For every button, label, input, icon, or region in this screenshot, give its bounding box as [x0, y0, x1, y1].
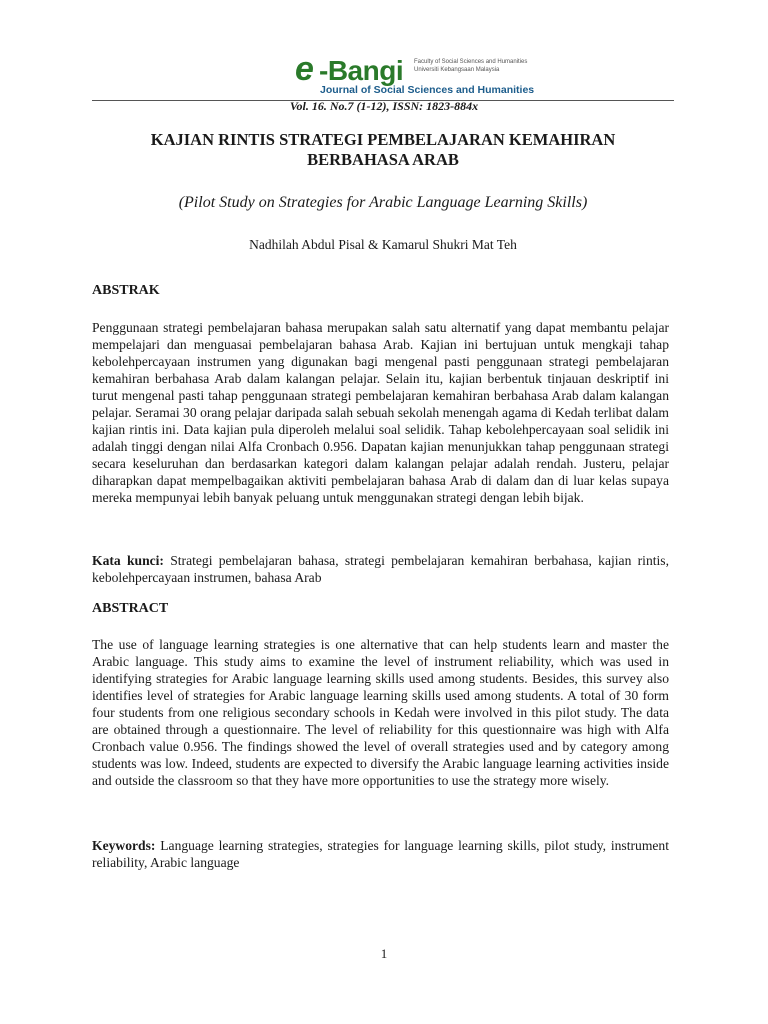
- paper-title-line1: KAJIAN RINTIS STRATEGI PEMBELAJARAN KEMAHIRAN: [150, 130, 616, 149]
- abstract-keywords-text: Language learning strategies, strategies for language learning skills, pilot study, instrument reliability, Arabic language: [92, 838, 669, 870]
- logo-e: e: [295, 50, 314, 88]
- abstract-keywords-label: Keywords:: [92, 838, 156, 853]
- abstrak-keywords-label: Kata kunci:: [92, 553, 164, 568]
- volume-line: Vol. 16. No.7 (1-12), ISSN: 1823-884x: [289, 99, 479, 113]
- paper-title: [92, 130, 674, 170]
- abstrak-keywords-text: Strategi pembelajaran bahasa, strategi pembelajaran kemahiran berbahasa, kajian rintis, kebolehpercayaan instrumen, bahasa Arab: [92, 553, 669, 585]
- page-number: 1: [380, 946, 388, 961]
- abstrak-heading: ABSTRAK: [92, 283, 160, 298]
- abstract-heading: ABSTRACT: [92, 601, 169, 616]
- logo-bangi: -Bangi: [319, 55, 404, 86]
- paper-title-line2: BERBAHASA ARAB: [307, 150, 459, 169]
- logo-faculty-text: Faculty of Social Sciences and Humanities Universiti Kebangsaan Malaysia: [414, 59, 528, 73]
- abstrak-keywords: [92, 552, 669, 586]
- abstract-keywords: [92, 837, 669, 871]
- abstrak-body: Penggunaan strategi pembelajaran bahasa merupakan salah satu alternatif yang dapat membantu pelajar mempelajari dan menguasai pembelajaran bahasa Arab. Kajian ini bertujuan untuk mengkaji tahap kebolehpercayaan instrumen yang digunakan bagi mengenal pasti penggunaan strategi pembelajaran kemahiran berbahasa Arab dalam kalangan pelajar. Selain itu, kajian berbentuk tinjauan deskriptif ini turut mengenal pasti tahap penggunaan strategi pembelajaran kemahiran berbahasa Arab dalam kalangan pelajar. Seramai 30 orang pelajar daripada salah sebuah sekolah menengah agama di Kedah terlibat dalam kajian rintis ini. Data kajian pula diperoleh melalui soal selidik. Tahap kebolehpercayaan soal selidik ini adalah tinggi dengan nilai Alfa Cronbach 0.956. Dapatan kajian menunjukkan tahap penggunaan strategi secara keseluruhan dan berdasarkan kategori dalam kalangan pelajar adalah rendah. Justeru, pelajar diharapkan dapat mempelbagaikan aktiviti pembelajaran bahasa Arab di dalam dan di luar kelas supaya mereka mempunyai lebih banyak peluang untuk menggunakan strategi dengan lebih bijak.: [92, 320, 669, 505]
- logo-journal-name: Journal of Social Sciences and Humanities: [320, 84, 535, 96]
- paper-subtitle: (Pilot Study on Strategies for Arabic Language Learning Skills): [178, 194, 588, 211]
- abstract-body: The use of language learning strategies is one alternative that can help students learn and master the Arabic language. This study aims to examine the level of instrument reliability, which was used in identifying strategies for Arabic language learning skills used among students. Besides, this survey also identifies level of strategies for Arabic language learning skills used among students. A total of 30 form four students from one religious secondary schools in Kedah were involved in this pilot study. The data are obtained through a questionnaire. The level of reliability for this questionnaire was high with Alfa Cronbach value 0.956. The findings showed the level of overall strategies used and by category among students was low. Indeed, students are expected to diversify the Arabic language learning activities inside and outside the classroom so that they have more opportunities to use the strategy more wisely.: [92, 637, 669, 788]
- paper-authors: Nadhilah Abdul Pisal & Kamarul Shukri Mat Teh: [249, 237, 517, 252]
- journal-logo: [295, 52, 535, 98]
